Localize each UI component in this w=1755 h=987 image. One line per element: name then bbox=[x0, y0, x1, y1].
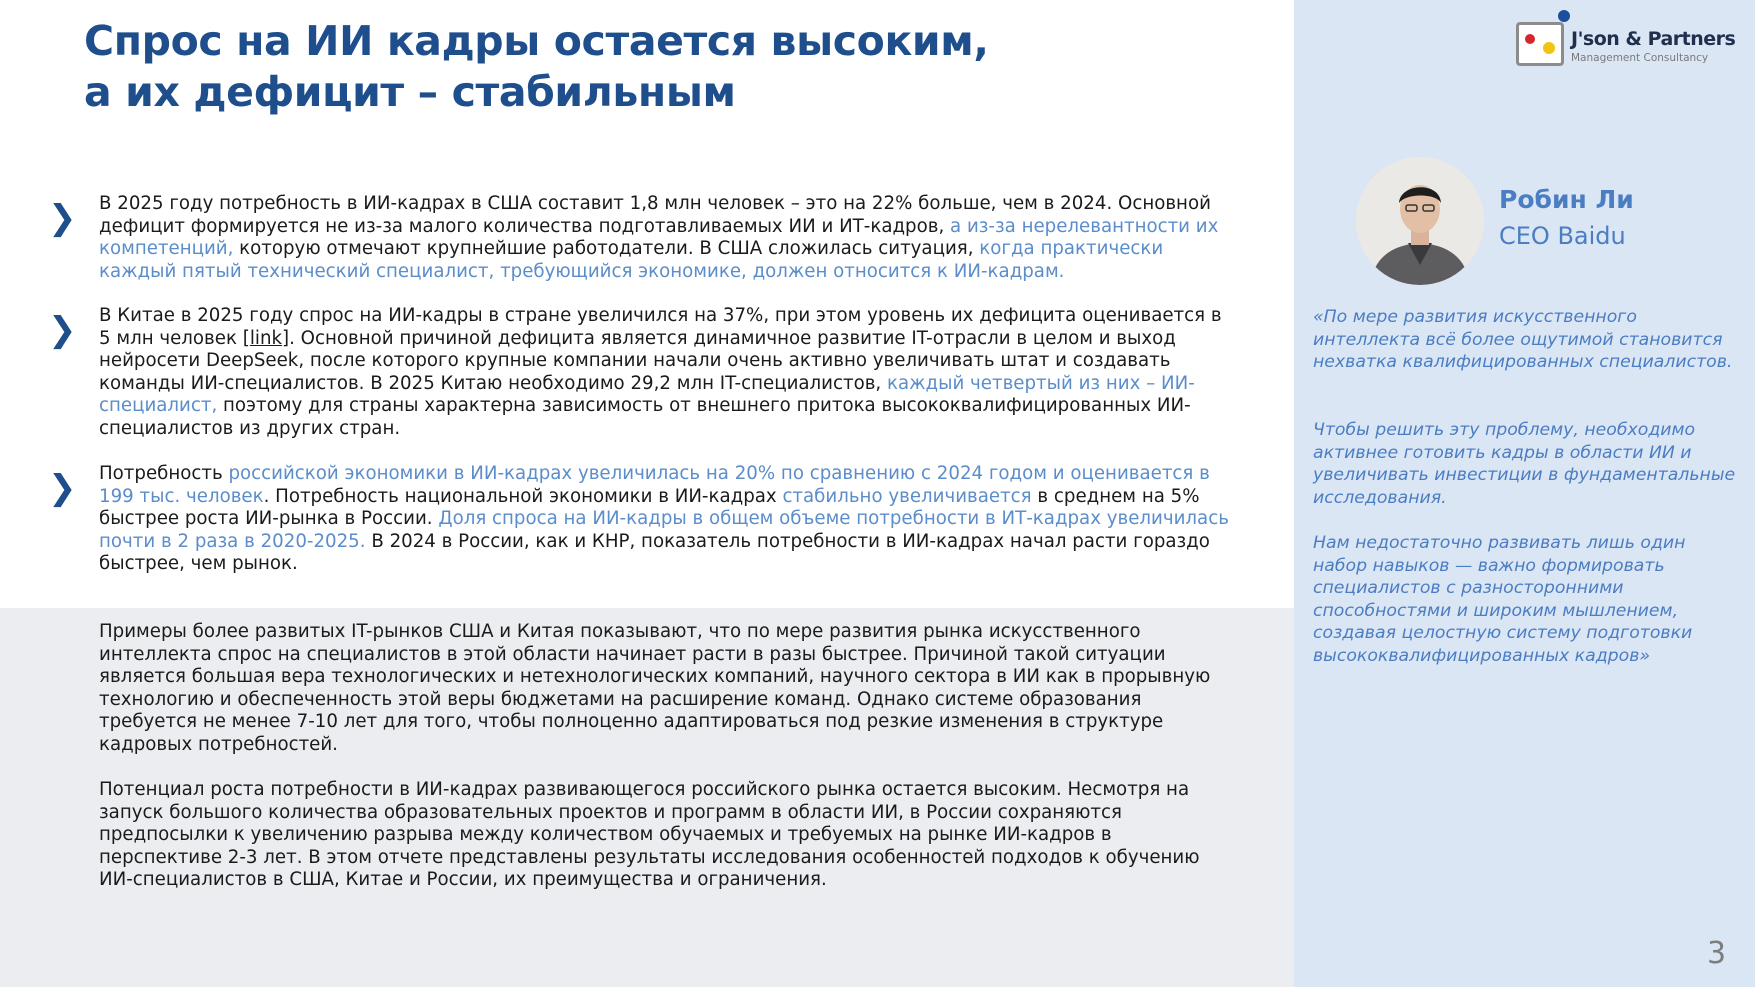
logo-subtitle: Management Consultancy bbox=[1571, 52, 1709, 64]
person-role: CEO Baidu bbox=[1499, 222, 1626, 250]
logo-name: J'son & Partners bbox=[1571, 28, 1736, 50]
person-photo bbox=[1356, 157, 1484, 285]
quote-paragraph-2: Чтобы решить эту проблему, необходимо активнее готовить кадры в области ИИ и увеличивать инвестиции в фундаментальные исследования. bbox=[1313, 420, 1736, 508]
logo-dot-blue bbox=[1558, 10, 1570, 22]
title-line-2: а их дефицит – стабильным bbox=[84, 68, 736, 116]
text-segment: Потребность bbox=[99, 463, 229, 484]
highlight-segment: Доля спроса на ИИ-кадры в общем объеме потребности в ИТ-кадрах увеличилась почти в 2 раза в 2020-2025. bbox=[99, 508, 1229, 552]
highlight-segment: стабильно увеличивается bbox=[782, 485, 1032, 507]
page-number: 3 bbox=[1707, 936, 1727, 971]
quote-paragraph-1: «По мере развития искусственного интеллекта всё более ощутимой становится нехватка квалифицированных специалистов. bbox=[1313, 307, 1733, 373]
avatar bbox=[1356, 157, 1484, 285]
text-segment: . Потребность национальной экономики в ИИ-кадрах bbox=[263, 485, 783, 507]
text-segment: которую отмечают крупнейшие работодатели. В США сложилась ситуация, bbox=[233, 238, 980, 260]
chevron-right-icon: ❯ bbox=[48, 468, 77, 508]
bullet-usa bbox=[48, 193, 1238, 283]
company-logo bbox=[1513, 8, 1736, 66]
bullet-text bbox=[99, 305, 1238, 441]
page-title bbox=[84, 16, 1234, 118]
text-segment: ]. Основной причиной дефицита является динамичное развитие IT-отрасли в целом и выход нейросети DeepSeek, после которого крупные компании начали очень активно увеличивать штат и создавать команды ИИ-специалистов. В 2025 Китаю необходимо 29,2 млн IT-специалистов, bbox=[99, 327, 1176, 394]
bullet-russia bbox=[48, 463, 1238, 576]
text-segment: поэтому для страны характерна зависимость от внешнего притока высококвалифицированных ИИ-специалистов из других стран. bbox=[99, 395, 1191, 439]
title-line-1: Спрос на ИИ кадры остается высоким, bbox=[84, 17, 989, 65]
bullet-text bbox=[99, 463, 1238, 576]
text-segment: в среднем на 5% быстрее роста ИИ-рынка в России. bbox=[99, 485, 1200, 530]
highlight-segment: а из-за нерелевантности их компетенций, bbox=[99, 215, 1219, 260]
text-segment: В 2024 в России, как и КНР, показатель потребности в ИИ-кадрах начал расти гораздо быстрее, чем рынок. bbox=[99, 530, 1210, 575]
highlight-segment: каждый четвертый из них – ИИ-специалист, bbox=[99, 372, 1195, 417]
logo-mark bbox=[1516, 22, 1564, 66]
highlight-segment: российской экономики в ИИ-кадрах увеличилась на 20% по сравнению с 2024 годом и оценивается в 199 тыс. человек bbox=[99, 463, 1210, 507]
text-segment: В 2025 году потребность в ИИ-кадрах в США составит 1,8 млн человек – это на 22% больше, чем в 2024. Основной дефицит формируется не из-за малого количества подготавливаемых ИИ и ИТ-кадров, bbox=[99, 193, 1211, 237]
source-link[interactable]: link bbox=[249, 327, 283, 349]
quote-paragraph-3: Нам недостаточно развивать лишь один набор навыков — важно формировать специалистов с разносторонними способностями и широким мышлением, создавая целостную систему подготовки высококвалифицированных кадров» bbox=[1313, 533, 1693, 666]
chevron-right-icon: ❯ bbox=[48, 198, 77, 238]
person-name: Робин Ли bbox=[1499, 185, 1634, 214]
logo-dot-red bbox=[1525, 34, 1535, 44]
bullet-china bbox=[48, 305, 1238, 441]
logo-dot-yellow bbox=[1543, 42, 1555, 54]
text-segment: В Китае в 2025 году спрос на ИИ-кадры в стране увеличился на 37%, при этом уровень их дефицита оценивается в 5 млн человек [ bbox=[99, 305, 1222, 349]
chevron-right-icon: ❯ bbox=[48, 310, 77, 350]
highlight-segment: когда практически каждый пятый технический специалист, требующийся экономике, должен относится к ИИ-кадрам. bbox=[99, 238, 1164, 282]
conclusion-paragraph-1: Примеры более развитых IT-рынков США и Китая показывают, что по мере развития рынка искусственного интеллекта спрос на специалистов в этой области начинает расти в разы быстрее. Причиной такой ситуации является большая вера технологических и нетехнологических компаний, научного сектора в ИИ как в прорывную технологию и обеспеченность этой веры бюджетами на расширение команд. Однако системе образования требуется не менее 7-10 лет для того, чтобы полноценно адаптироваться под резкие изменения в структуре кадровых потребностей. bbox=[99, 621, 1211, 755]
conclusion-paragraph-2: Потенциал роста потребности в ИИ-кадрах развивающегося российского рынка остается высоким. Несмотря на запуск большого количества образовательных проектов и программ в области ИИ, в России сохраняются предпосылки к увеличению разрыва между количеством обучаемых и требуемых на рынке ИИ-кадров в перспективе 2-3 лет. В этом отчете представлены результаты исследования особенностей подходов к обучению ИИ-специалистов в США, Китае и России, их преимущества и ограничения. bbox=[99, 779, 1200, 891]
bullet-text bbox=[99, 193, 1238, 283]
